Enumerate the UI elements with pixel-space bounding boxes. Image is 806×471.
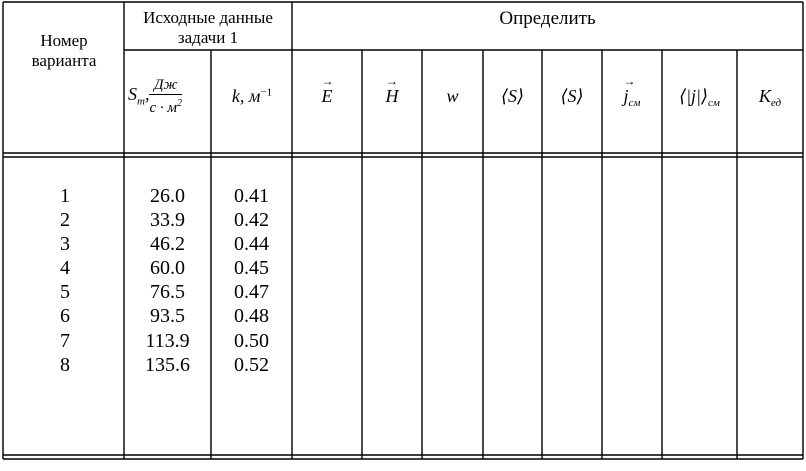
sm-unit-numerator: Дж (149, 76, 181, 95)
table-row-variant: 6 (60, 305, 70, 328)
table-row-sm: 135.6 (145, 353, 190, 376)
determine-group-header: Определить (499, 8, 596, 29)
table-row-sm: 93.5 (150, 305, 185, 328)
e-field-symbol: → E (322, 86, 333, 107)
table-row-variant: 8 (60, 353, 70, 376)
sm-value-column (124, 184, 211, 377)
table-row-k: 0.50 (234, 329, 269, 352)
sm-column-header: $S_m$, $\frac{Дж}{c \cdot м^2}$ (128, 77, 182, 116)
table-row-sm: 46.2 (150, 233, 185, 256)
table-row-variant: 3 (60, 233, 70, 256)
table-row-variant: 5 (60, 281, 70, 304)
table-row-k: 0.41 (234, 185, 269, 207)
k-value-column (211, 184, 292, 377)
sm-unit-fraction (149, 76, 181, 117)
table-row-variant: 1 (60, 185, 70, 207)
sm-symbol: S (128, 84, 137, 105)
table-row-sm: 60.0 (150, 257, 185, 280)
displacement-current-subscript: см (628, 97, 641, 110)
h-field-column-header (362, 86, 422, 107)
displacement-current-avg-subscript: см (708, 97, 720, 110)
table-row-sm: 26.0 (150, 185, 185, 207)
table-row-k: 0.42 (234, 209, 269, 232)
ratio-subscript: ед (770, 97, 782, 110)
sm-unit-denominator: c · м (149, 100, 177, 116)
h-field-symbol: → H (386, 86, 399, 107)
displacement-current-avg-column-header (662, 86, 737, 109)
k-unit-power: −1 (260, 86, 273, 99)
displacement-current-symbol: → j (624, 86, 629, 107)
k-symbol: k, м (231, 86, 261, 106)
intensity-avg-column-header (542, 86, 602, 107)
k-column-header (213, 86, 291, 107)
sm-unit-denominator-power: 2 (176, 98, 182, 109)
sm-subscript: m (137, 95, 145, 108)
table-row-variant: 4 (60, 257, 70, 280)
table-row-sm: 113.9 (145, 329, 190, 352)
energy-density-column-header (422, 86, 483, 107)
table-row-sm: 76.5 (150, 281, 185, 304)
e-field-column-header (292, 86, 362, 107)
ratio-symbol: K (758, 86, 771, 106)
poynting-vector-avg-symbol: ⟨S⟩ (500, 86, 525, 106)
source-data-group-header: Исходные данные задачи 1 (143, 8, 273, 47)
intensity-avg-symbol: ⟨S⟩ (560, 86, 584, 106)
variant-number-column (6, 184, 124, 377)
table-row-k: 0.47 (234, 281, 269, 304)
displacement-current-column-header (602, 86, 662, 109)
table-row-k: 0.44 (234, 233, 269, 256)
displacement-current-avg-symbol: ⟨|j|⟩ (679, 86, 709, 106)
poynting-vector-avg-column-header (483, 86, 542, 107)
table-row-k: 0.48 (234, 305, 269, 328)
table-row-sm: 33.9 (150, 209, 185, 232)
table-row-k: 0.45 (234, 257, 269, 280)
ratio-column-header (737, 86, 803, 109)
variant-column-header: Номер варианта (31, 31, 97, 70)
table-row-variant: 2 (60, 209, 70, 232)
table-row-variant: 7 (60, 329, 70, 352)
table-row-k: 0.52 (234, 353, 269, 376)
energy-density-symbol: w (446, 86, 459, 106)
